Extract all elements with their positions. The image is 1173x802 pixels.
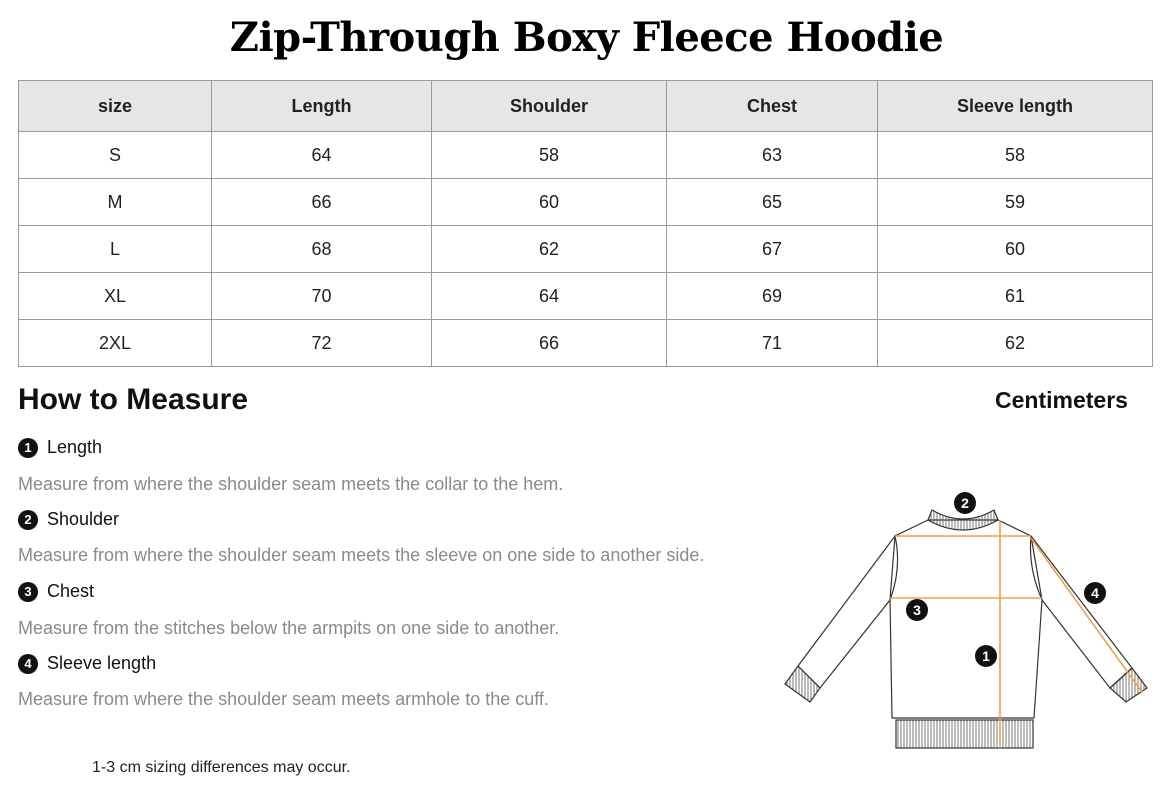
table-cell: 58 — [432, 132, 667, 179]
sweatshirt-measurement-diagram — [780, 488, 1152, 752]
header-size: size — [19, 81, 212, 132]
marker-four-icon: 4 — [1091, 585, 1099, 601]
measure-item-sleeve-length — [18, 653, 156, 674]
measure-label: Shoulder — [47, 509, 120, 529]
header-length: Length — [212, 81, 432, 132]
table-header-row — [19, 81, 1153, 132]
table-cell: 59 — [878, 179, 1153, 226]
table-cell: XL — [19, 273, 212, 320]
number-one-icon: 1 — [18, 438, 38, 458]
table-cell: 61 — [878, 273, 1153, 320]
sizing-note: 1-3 cm sizing differences may occur. — [92, 759, 351, 776]
table-cell: 66 — [432, 320, 667, 367]
table-cell: L — [19, 226, 212, 273]
measure-item-shoulder — [18, 509, 119, 530]
page-title: Zip-Through Boxy Fleece Hoodie — [229, 14, 944, 61]
left-sleeve — [798, 536, 895, 688]
measure-label: Chest — [47, 581, 95, 601]
table-cell: 66 — [212, 179, 432, 226]
table-cell: 58 — [878, 132, 1153, 179]
table-row — [19, 226, 1153, 273]
sleeve-line — [1031, 538, 1142, 692]
table-cell: 72 — [212, 320, 432, 367]
hem — [896, 720, 1033, 748]
table-cell: 64 — [212, 132, 432, 179]
table-cell: 63 — [667, 132, 878, 179]
measure-item-chest — [18, 581, 94, 602]
table-cell: 60 — [878, 226, 1153, 273]
table-cell: 71 — [667, 320, 878, 367]
measure-item-length — [18, 437, 102, 458]
table-cell: 62 — [432, 226, 667, 273]
units-label: Centimeters — [995, 387, 1128, 413]
table-cell: S — [19, 132, 212, 179]
number-four-icon: 4 — [18, 654, 38, 674]
marker-two-icon: 2 — [961, 495, 969, 511]
table-row — [19, 320, 1153, 367]
how-to-measure-heading: How to Measure — [18, 383, 249, 416]
table-cell: 68 — [212, 226, 432, 273]
table-cell: 62 — [878, 320, 1153, 367]
table-cell: 67 — [667, 226, 878, 273]
measure-description: Measure from where the shoulder seam meets the sleeve on one side to another side. — [18, 545, 705, 565]
header-chest: Chest — [667, 81, 878, 132]
number-three-icon: 3 — [18, 582, 38, 602]
header-sleeve-length: Sleeve length — [878, 81, 1153, 132]
size-chart-table — [18, 80, 1153, 367]
table-cell: 69 — [667, 273, 878, 320]
table-cell: M — [19, 179, 212, 226]
table-cell: 65 — [667, 179, 878, 226]
measure-label: Length — [47, 437, 103, 457]
measure-description: Measure from the stitches below the armpits on one side to another. — [18, 618, 560, 638]
table-cell: 70 — [212, 273, 432, 320]
marker-three-icon: 3 — [913, 602, 921, 618]
measure-description: Measure from where the shoulder seam meets armhole to the cuff. — [18, 689, 549, 709]
table-cell: 64 — [432, 273, 667, 320]
measure-label: Sleeve length — [47, 653, 157, 673]
table-row — [19, 273, 1153, 320]
table-cell: 2XL — [19, 320, 212, 367]
number-two-icon: 2 — [18, 510, 38, 530]
sweatshirt-outline — [785, 510, 1147, 748]
table-row — [19, 132, 1153, 179]
table-cell: 60 — [432, 179, 667, 226]
marker-one-icon: 1 — [982, 648, 990, 664]
header-shoulder: Shoulder — [432, 81, 667, 132]
measure-description: Measure from where the shoulder seam meets the collar to the hem. — [18, 474, 564, 494]
table-row — [19, 179, 1153, 226]
